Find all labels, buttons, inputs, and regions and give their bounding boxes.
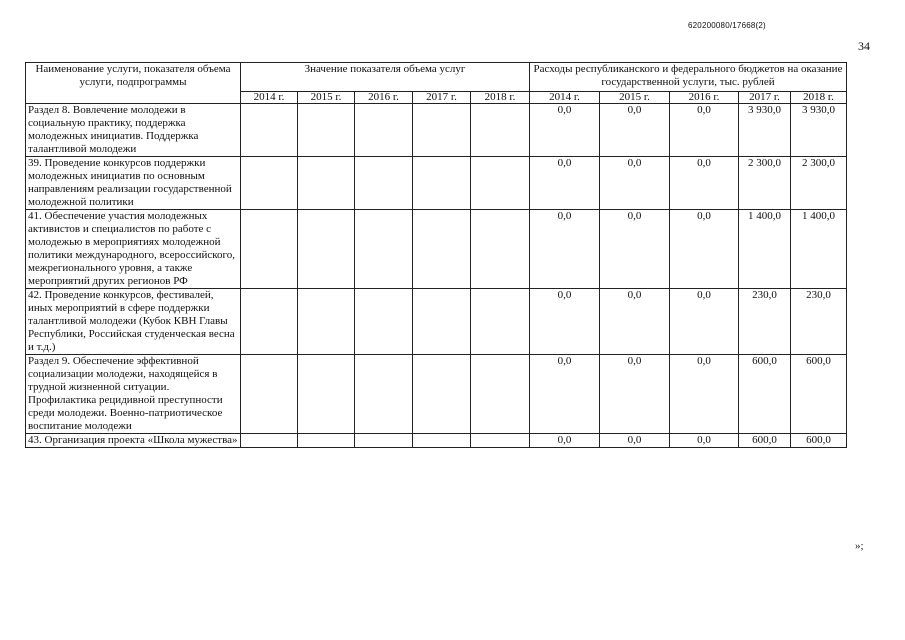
- expense-cell: 0,0: [670, 434, 739, 448]
- expense-cell: 600,0: [739, 355, 791, 434]
- expense-cell: 3 930,0: [791, 104, 847, 157]
- volume-cell: [355, 434, 413, 448]
- table-row: [26, 210, 847, 289]
- expense-cell: 0,0: [600, 210, 670, 289]
- table-row: [26, 157, 847, 210]
- volume-year-header: 2017 г.: [413, 92, 471, 104]
- expense-year-header: 2015 г.: [600, 92, 670, 104]
- volume-year-header: 2018 г.: [471, 92, 530, 104]
- expense-cell: 3 930,0: [739, 104, 791, 157]
- volume-cell: [471, 434, 530, 448]
- volume-cell: [413, 434, 471, 448]
- volume-cell: [413, 210, 471, 289]
- expense-cell: 0,0: [670, 355, 739, 434]
- volume-cell: [355, 104, 413, 157]
- volume-cell: [241, 157, 298, 210]
- header-expense-group: Расходы республиканского и федерального бюджетов на оказание государственной услуги, тыс. рублей: [530, 63, 847, 92]
- expense-year-header: 2014 г.: [530, 92, 600, 104]
- service-name: Раздел 9. Обеспечение эффективной социализации молодежи, находящейся в трудной жизненной ситуации. Профилактика рецидивной преступности среди молодежи. Военно-патриотическое воспитание молодежи: [26, 355, 241, 434]
- expense-cell: 1 400,0: [739, 210, 791, 289]
- volume-cell: [355, 355, 413, 434]
- expense-cell: 0,0: [530, 355, 600, 434]
- expense-cell: 0,0: [670, 104, 739, 157]
- volume-cell: [241, 210, 298, 289]
- volume-cell: [298, 355, 355, 434]
- expense-cell: 600,0: [791, 434, 847, 448]
- expense-year-header: 2016 г.: [670, 92, 739, 104]
- expense-cell: 230,0: [791, 289, 847, 355]
- expense-cell: 0,0: [530, 157, 600, 210]
- expense-cell: 0,0: [530, 104, 600, 157]
- expense-cell: 0,0: [600, 355, 670, 434]
- volume-cell: [355, 289, 413, 355]
- service-name: 43. Организация проекта «Школа мужества»: [26, 434, 241, 448]
- volume-cell: [298, 104, 355, 157]
- expense-cell: 0,0: [670, 210, 739, 289]
- expense-cell: 600,0: [791, 355, 847, 434]
- volume-cell: [471, 104, 530, 157]
- volume-cell: [413, 289, 471, 355]
- volume-cell: [355, 210, 413, 289]
- page-number: 34: [858, 39, 870, 53]
- expense-cell: 2 300,0: [739, 157, 791, 210]
- service-name: 39. Проведение конкурсов поддержки молодежных инициатив по основным направлениям реализации государственной молодежной политики: [26, 157, 241, 210]
- expense-cell: 0,0: [600, 434, 670, 448]
- volume-cell: [471, 289, 530, 355]
- expense-cell: 0,0: [600, 104, 670, 157]
- table-row: [26, 104, 847, 157]
- expense-year-header: 2018 г.: [791, 92, 847, 104]
- volume-cell: [241, 289, 298, 355]
- volume-cell: [298, 210, 355, 289]
- service-name: 41. Обеспечение участия молодежных активистов и специалистов по работе с молодежью в мероприятиях молодежной политики международного, всероссийского, межрегионального уровня, а также мероприятий других регионов РФ: [26, 210, 241, 289]
- expense-cell: 2 300,0: [791, 157, 847, 210]
- volume-cell: [413, 157, 471, 210]
- volume-cell: [471, 157, 530, 210]
- expense-cell: 0,0: [670, 289, 739, 355]
- volume-cell: [298, 434, 355, 448]
- header-name-column: Наименование услуги, показателя объема услуги, подпрограммы: [26, 63, 241, 104]
- volume-cell: [241, 434, 298, 448]
- volume-year-header: 2014 г.: [241, 92, 298, 104]
- expense-cell: 0,0: [600, 289, 670, 355]
- volume-year-header: 2015 г.: [298, 92, 355, 104]
- volume-cell: [355, 157, 413, 210]
- expense-cell: 230,0: [739, 289, 791, 355]
- volume-cell: [298, 289, 355, 355]
- volume-year-header: 2016 г.: [355, 92, 413, 104]
- service-name: Раздел 8. Вовлечение молодежи в социальную практику, поддержка молодежных инициатив. Поддержка талантливой молодежи: [26, 104, 241, 157]
- expense-cell: 0,0: [670, 157, 739, 210]
- volume-cell: [413, 355, 471, 434]
- table-row: [26, 289, 847, 355]
- expense-cell: 0,0: [530, 434, 600, 448]
- expense-cell: 600,0: [739, 434, 791, 448]
- expense-cell: 0,0: [600, 157, 670, 210]
- volume-cell: [241, 104, 298, 157]
- volume-cell: [298, 157, 355, 210]
- expense-year-header: 2017 г.: [739, 92, 791, 104]
- expense-cell: 0,0: [530, 210, 600, 289]
- closing-quote-mark: »;: [855, 540, 864, 552]
- expense-cell: 1 400,0: [791, 210, 847, 289]
- volume-cell: [241, 355, 298, 434]
- volume-cell: [413, 104, 471, 157]
- service-name: 42. Проведение конкурсов, фестивалей, иных мероприятий в сфере поддержки талантливой молодежи (Кубок КВН Главы Республики, Российская студенческая весна и т.д.): [26, 289, 241, 355]
- header-volume-group: Значение показателя объема услуг: [241, 63, 530, 92]
- volume-cell: [471, 355, 530, 434]
- table-row: [26, 434, 847, 448]
- table-row: [26, 355, 847, 434]
- document-id: 620200080/17668(2): [688, 21, 766, 30]
- expense-cell: 0,0: [530, 289, 600, 355]
- volume-cell: [471, 210, 530, 289]
- budget-table: [25, 62, 847, 448]
